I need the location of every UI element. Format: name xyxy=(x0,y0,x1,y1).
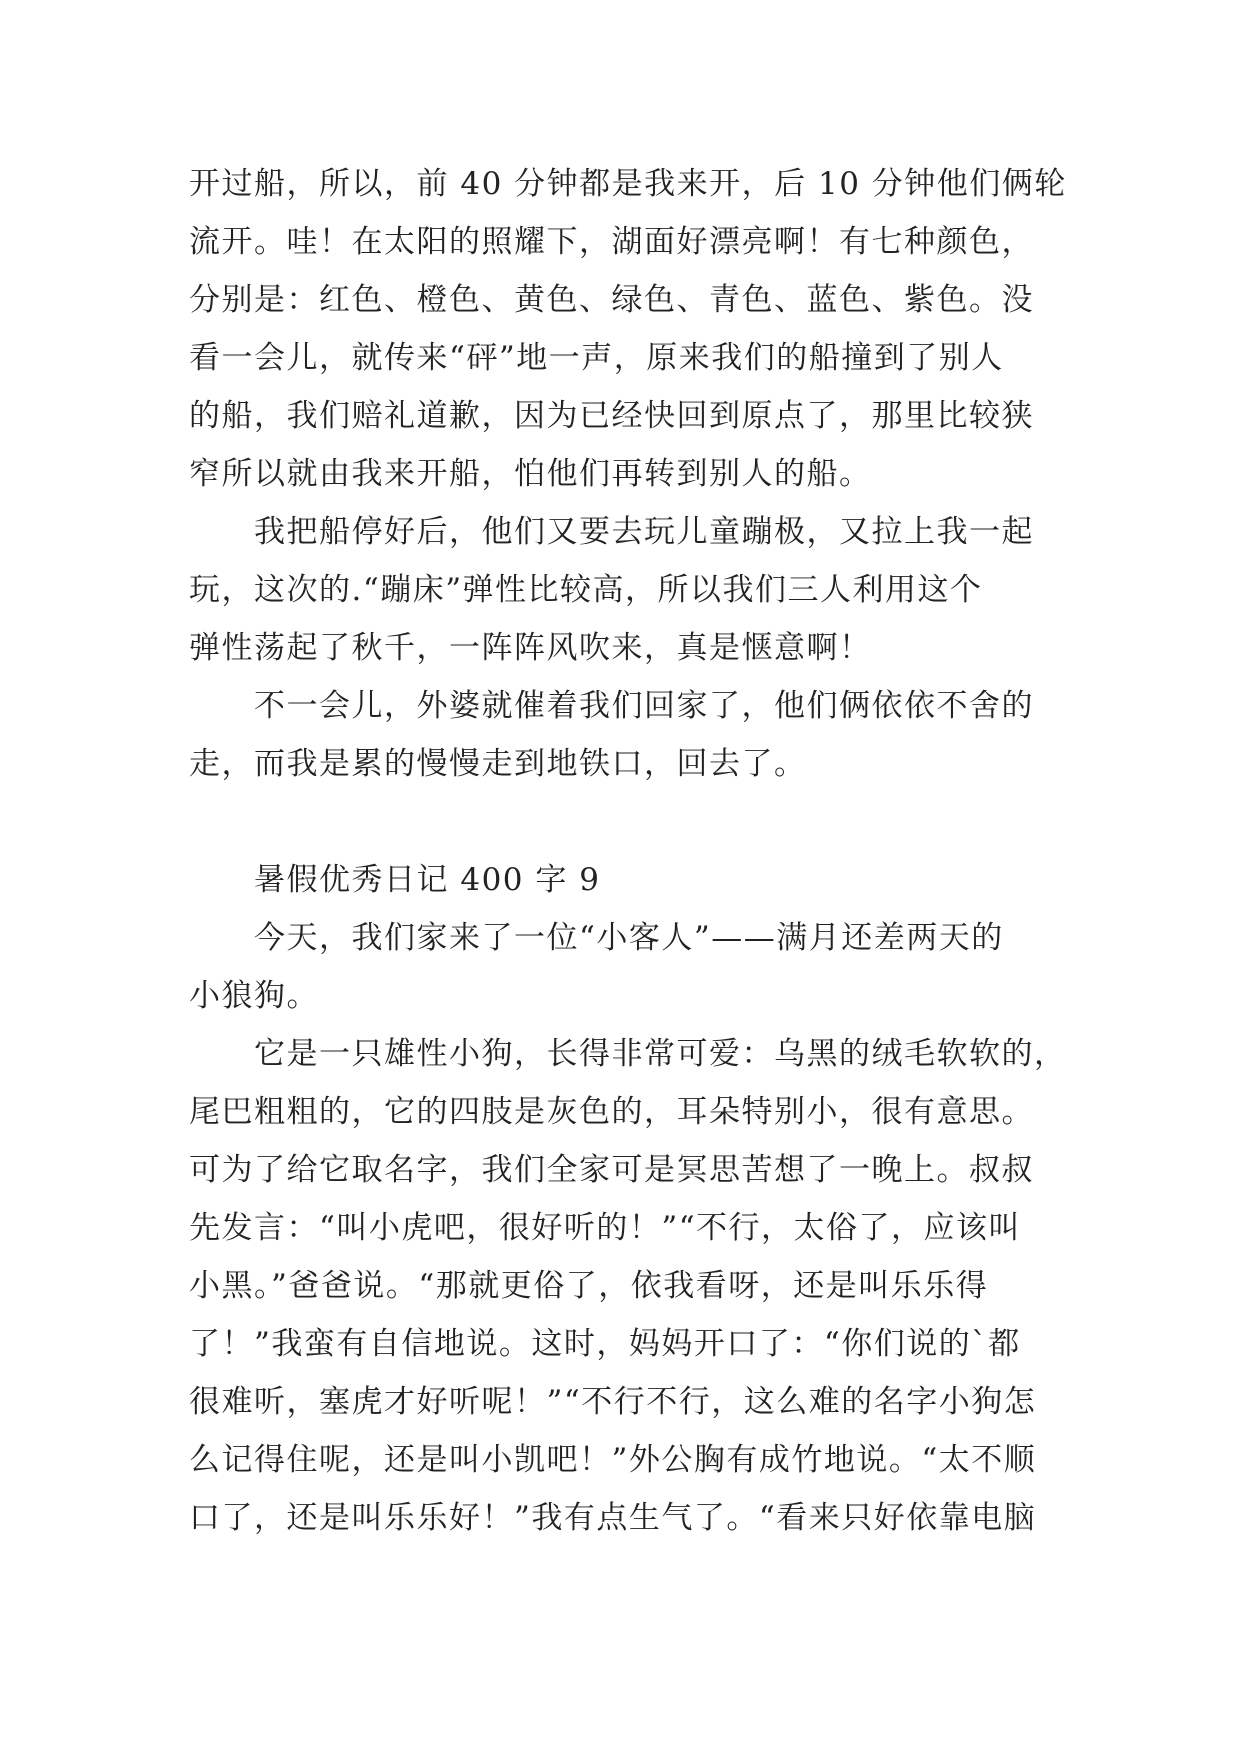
text-line: 窄所以就由我来开船，怕他们再转到别人的船。 xyxy=(189,456,872,492)
text-line: 可为了给它取名字，我们全家可是冥思苦想了一晚上。叔叔 xyxy=(189,1152,1034,1188)
text-line: 今天，我们家来了一位“小客人”——满月还差两天的 xyxy=(254,920,1004,956)
text-line: 么记得住呢，还是叫小凯吧！”外公胸有成竹地说。“太不顺 xyxy=(189,1442,1037,1478)
text-line: 小黑。”爸爸说。“那就更俗了，依我看呀，还是叫乐乐得 xyxy=(189,1268,989,1304)
text-line: 开过船，所以，前 40 分钟都是我来开，后 10 分钟他们俩轮 xyxy=(189,166,1067,202)
text-line: 弹性荡起了秋千，一阵阵风吹来，真是惬意啊！ xyxy=(189,630,872,666)
text-line: 分别是：红色、橙色、黄色、绿色、青色、蓝色、紫色。没 xyxy=(189,282,1034,318)
section-heading: 暑假优秀日记 400 字 9 xyxy=(254,862,601,898)
text-line: 它是一只雄性小狗，长得非常可爱：乌黑的绒毛软软的， xyxy=(254,1036,1067,1072)
text-line: 看一会儿，就传来“砰”地一声，原来我们的船撞到了别人 xyxy=(189,340,1004,376)
text-line: 尾巴粗粗的，它的四肢是灰色的，耳朵特别小，很有意思。 xyxy=(189,1094,1034,1130)
text-line: 小狼狗。 xyxy=(189,978,319,1014)
text-line: 先发言：“叫小虎吧，很好听的！”“不行，太俗了，应该叫 xyxy=(189,1210,1022,1246)
text-line: 的船，我们赔礼道歉，因为已经快回到原点了，那里比较狭 xyxy=(189,398,1034,434)
text-line: 走，而我是累的慢慢走到地铁口，回去了。 xyxy=(189,746,807,782)
text-line: 玩，这次的.“蹦床”弹性比较高，所以我们三人利用这个 xyxy=(189,572,983,608)
text-line: 口了，还是叫乐乐好！”我有点生气了。“看来只好依靠电脑 xyxy=(189,1500,1037,1536)
text-line: 了！”我蛮有自信地说。这时，妈妈开口了：“你们说的`都 xyxy=(189,1326,1021,1362)
text-line: 不一会儿，外婆就催着我们回家了，他们俩依依不舍的 xyxy=(254,688,1034,724)
text-line: 我把船停好后，他们又要去玩儿童蹦极，又拉上我一起 xyxy=(254,514,1034,550)
text-line: 流开。哇！在太阳的照耀下，湖面好漂亮啊！有七种颜色， xyxy=(189,224,1034,260)
text-line: 很难听，塞虎才好听呢！”“不行不行，这么难的名字小狗怎 xyxy=(189,1384,1037,1420)
